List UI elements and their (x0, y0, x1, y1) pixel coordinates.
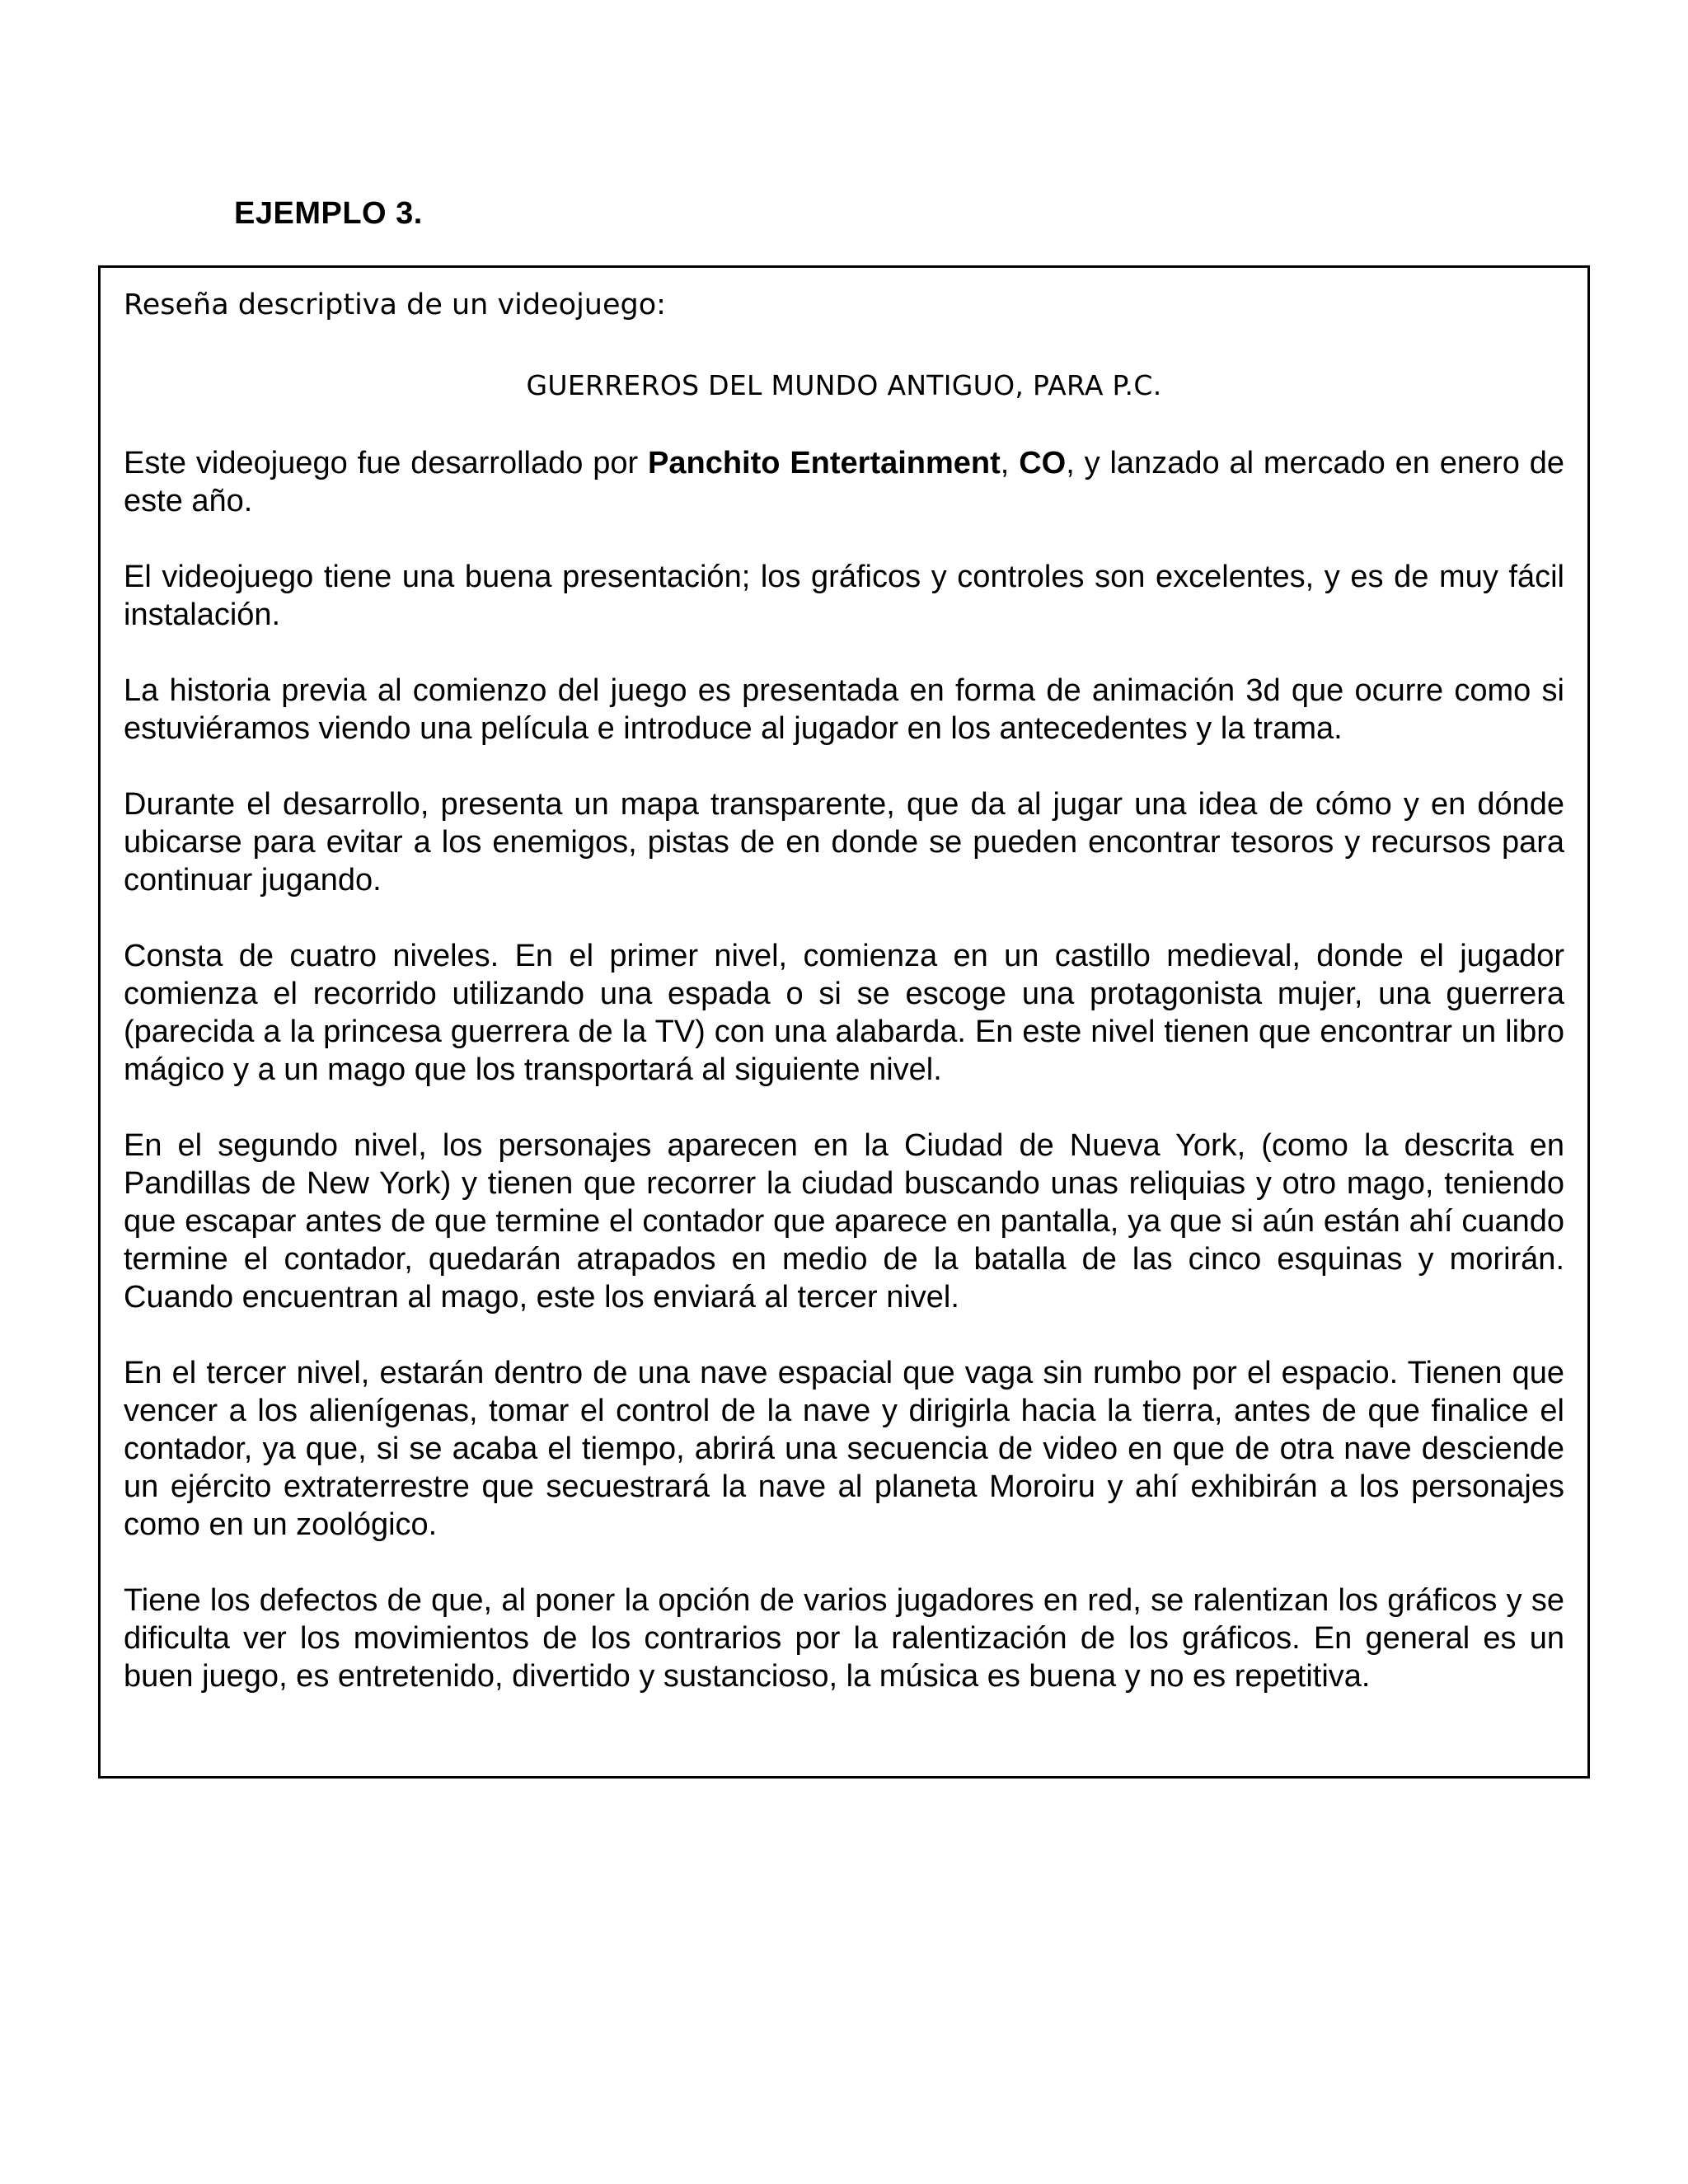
paragraph-presentation: El videojuego tiene una buena presentación; los gráficos y controles son excelentes, y es de muy fácil instalación. (124, 560, 1564, 632)
page-heading: EJEMPLO 3. (234, 196, 423, 231)
paragraph-map: Durante el desarrollo, presenta un mapa transparente, que da al jugar una idea de cómo y en dónde ubicarse para evitar a los enemigos, pistas de en donde se pueden encontrar tesoros y recursos para continuar jugando. (124, 787, 1564, 898)
developer-country: CO (1019, 446, 1067, 480)
paragraph-developer (124, 444, 1564, 520)
review-intro: Reseña descriptiva de un videojuego: (124, 288, 666, 321)
game-title: GUERREROS DEL MUNDO ANTIGUO, PARA P.C. (526, 369, 1162, 401)
paragraph-developer-release: , y lanzado al mercado en enero de este año. (124, 446, 1564, 518)
paragraph-story: La historia previa al comienzo del juego es presentada en forma de animación 3d que ocurre como si estuviéramos viendo una película e introduce al jugador en los antecedentes y la trama. (124, 673, 1564, 746)
paragraph-level-two: En el segundo nivel, los personajes aparecen en la Ciudad de Nueva York, (como la descrita en Pandillas de New York) y tienen que recorrer la ciudad buscando unas reliquias y otro mago, teniendo que escapar antes de que termine el contador que aparece en pantalla, ya que si aún están ahí cuando termine el contador, quedarán atrapados en medio de la batalla de las cinco esquinas y morirán. Cuando encuentran al mago, este los enviará al tercer nivel. (124, 1128, 1564, 1315)
paragraph-developer-intro: Este videojuego fue desarrollado por (124, 446, 648, 480)
paragraph-level-three: En el tercer nivel, estarán dentro de una nave espacial que vaga sin rumbo por el espacio. Tienen que vencer a los alienígenas, tomar el control de la nave y dirigirla hacia la tierra, antes de que finalice el contador, ya que, si se acaba el tiempo, abrirá una secuencia de video en que de otra nave desciende un ejército extraterrestre que secuestrará la nave al planeta Moroiru y ahí exhibirán a los personajes como en un zoológico. (124, 1356, 1564, 1542)
paragraph-defects: Tiene los defectos de que, al poner la opción de varios jugadores en red, se ralentizan los gráficos y se dificulta ver los movimientos de los contrarios por la ralentización de los gráficos. En general es un buen juego, es entretenido, divertido y sustancioso, la música es buena y no es repetitiva. (124, 1583, 1564, 1694)
paragraph-level-one: Consta de cuatro niveles. En el primer nivel, comienza en un castillo medieval, donde el jugador comienza el recorrido utilizando una espada o si se escoge una protagonista mujer, una guerrera (parecida a la princesa guerrera de la TV) con una alabarda. En este nivel tienen que encontrar un libro mágico y a un mago que los transportará al siguiente nivel. (124, 939, 1564, 1087)
review-box (98, 265, 1590, 1779)
paragraph-developer-separator: , (1000, 446, 1020, 480)
review-body (124, 444, 1564, 1733)
developer-name: Panchito Entertainment (648, 446, 1001, 480)
